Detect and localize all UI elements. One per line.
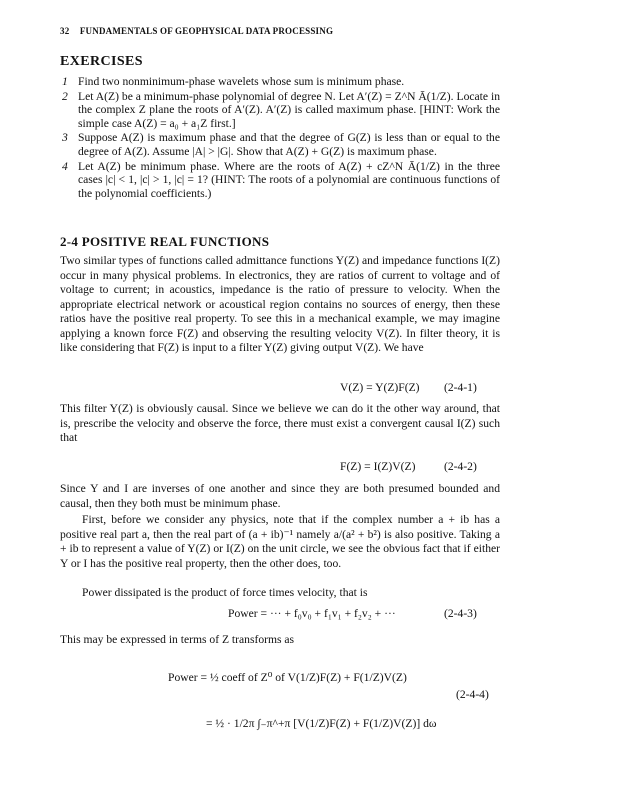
exercise-item	[60, 131, 500, 158]
exercise-item	[60, 160, 500, 201]
equation-2-4-4-line-1: Power = ½ coeff of Z⁰ of V(1/Z)F(Z) + F(1/Z)V(Z)	[168, 671, 407, 684]
paragraph-5: Power dissipated is the product of force times velocity, that is	[82, 586, 368, 599]
page-number: 32	[60, 26, 70, 36]
exercise-item	[60, 75, 500, 89]
equation-number: (2-4-2)	[444, 460, 477, 473]
equation-number: (2-4-1)	[444, 381, 477, 394]
exercise-text: Let A(Z) be a minimum-phase polynomial of degree N. Let A′(Z) = Z^N Ā(1/Z). Locate in the complex Z plane the roots of A′(Z). A′(Z) is called maximum phase. [HINT: Work the simple case A(Z) = a₀ + a₁Z first.]	[78, 89, 500, 130]
paragraph-4: First, before we consider any physics, note that if the complex number a + ib has a positive real part a, then the real part of (a + ib)⁻¹ namely a/(a² + b²) is also positive. Taking a + ib to represent a value of Y(Z) or I(Z) on the unit circle, we see the obvious fact that if either Y or I has the positive real property, then the other does, too.	[60, 513, 500, 570]
equation-2-4-1: V(Z) = Y(Z)F(Z)	[340, 381, 420, 394]
paragraph-6: This may be expressed in terms of Z transforms as	[60, 633, 295, 646]
exercise-number: 3	[62, 131, 68, 145]
exercise-item	[60, 90, 500, 131]
exercise-text: Find two nonminimum-phase wavelets whose sum is minimum phase.	[78, 75, 405, 88]
exercise-number: 4	[62, 159, 68, 173]
running-title: FUNDAMENTALS OF GEOPHYSICAL DATA PROCESSING	[79, 26, 334, 36]
exercise-number: 2	[62, 89, 68, 103]
equation-number: (2-4-3)	[444, 607, 477, 620]
exercises-heading: EXERCISES	[60, 54, 143, 69]
exercise-list	[60, 75, 500, 201]
running-head	[60, 26, 333, 36]
paragraph-2: This filter Y(Z) is obviously causal. Since we believe we can do it the other way around, that is, prescribe the velocity and observe the force, there must exist a convergent causal I(Z) such that	[60, 402, 500, 444]
paragraph-1: Two similar types of functions called admittance functions Y(Z) and impedance functions I(Z) occur in many physical problems. In electronics, they are ratios of current to voltage and of voltage to current; in acoustics, impedance is the ratio of pressure to velocity. When the appropriate electrical network or acoustical region contains no sources of energy, then these ratios have the positive real property. To see this in a mechanical example, we may imagine applying a known force F(Z) and observing the resulting velocity V(Z). In filter theory, it is like considering that F(Z) is input to a filter Y(Z) giving output V(Z). We have	[60, 254, 500, 354]
equation-2-4-3: Power = ··· + f₀v₀ + f₁v₁ + f₂v₂ + ···	[228, 607, 396, 620]
exercise-number: 1	[62, 75, 68, 88]
section-heading: 2-4 POSITIVE REAL FUNCTIONS	[60, 234, 270, 249]
equation-2-4-2: F(Z) = I(Z)V(Z)	[340, 460, 416, 473]
exercise-text: Suppose A(Z) is maximum phase and that the degree of G(Z) is less than or equal to the degree of A(Z). Assume |A| > |G|. Show that A(Z) + G(Z) is maximum phase.	[78, 131, 500, 158]
equation-2-4-4-line-2: = ½ · 1/2π ∫₋π^+π [V(1/Z)F(Z) + F(1/Z)V(Z)] dω	[206, 717, 437, 730]
equation-number: (2-4-4)	[456, 688, 489, 701]
exercise-text: Let A(Z) be minimum phase. Where are the roots of A(Z) + cZ^N Ā(1/Z) in the three cases |c| < 1, |c| > 1, |c| = 1? (HINT: The roots of a polynomial are continuous functions of the polynomial coefficients.)	[78, 159, 500, 200]
paragraph-3: Since Y and I are inverses of one another and since they are both presumed bounded and causal, then they both must be minimum phase.	[60, 482, 500, 510]
